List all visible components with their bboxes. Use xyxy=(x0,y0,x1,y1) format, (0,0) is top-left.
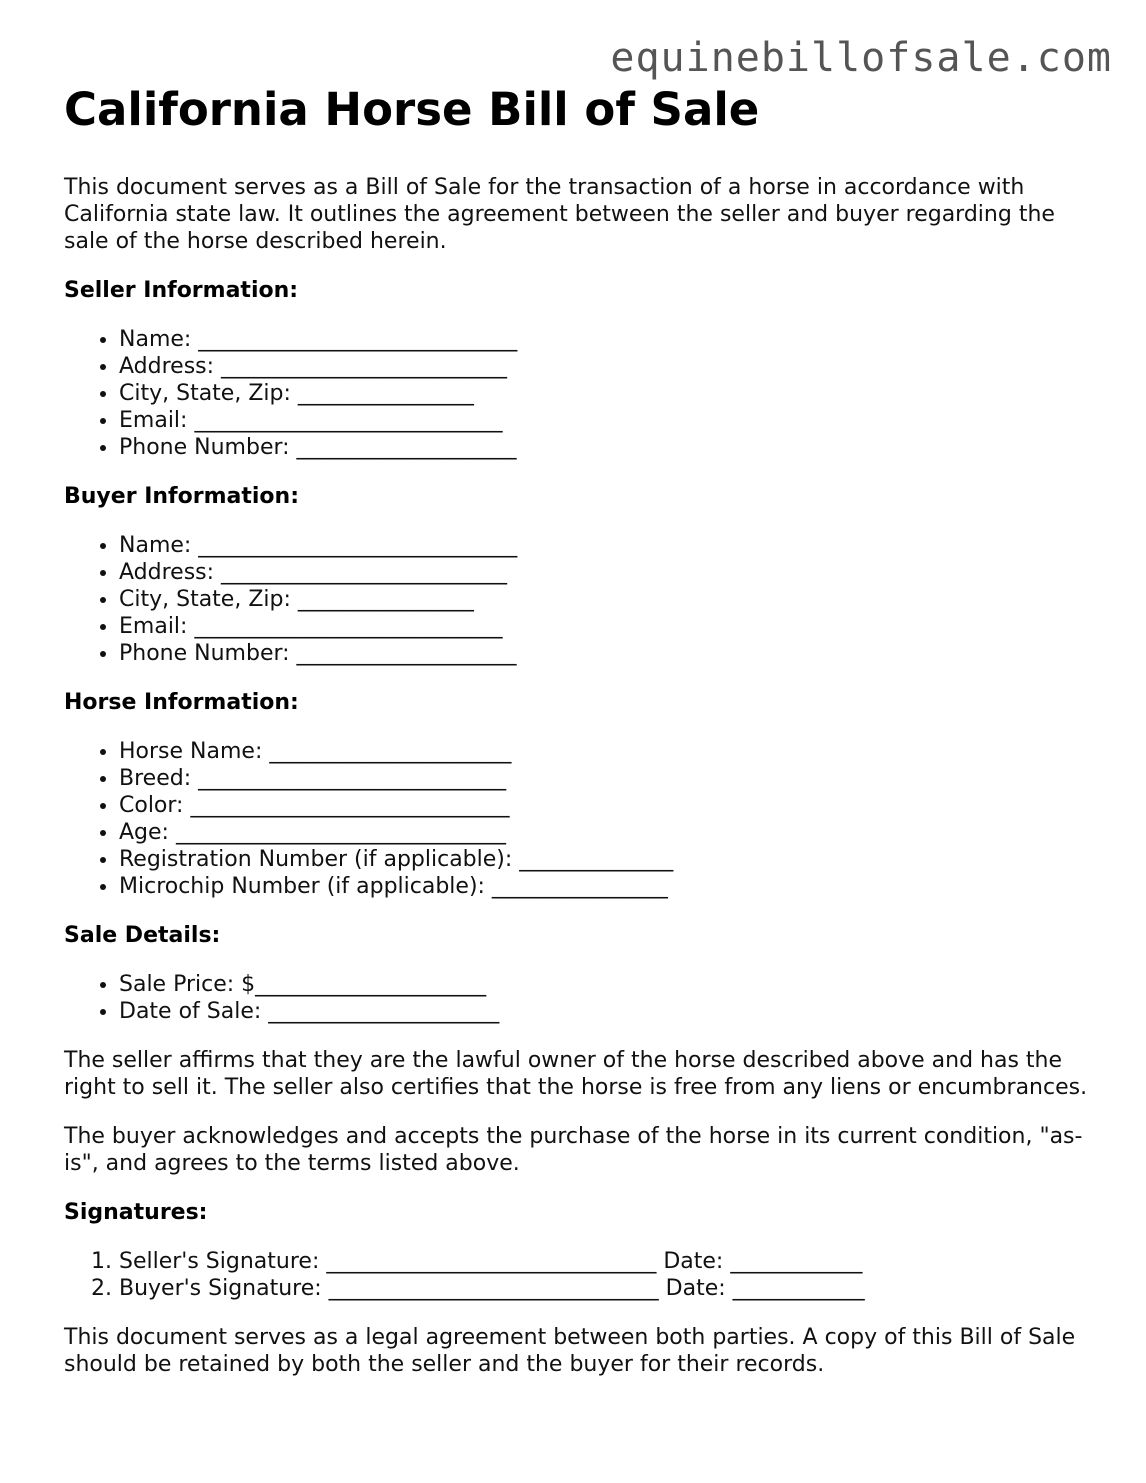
buyer-address-field: • Address: __________________________ xyxy=(119,559,1094,586)
signature-list xyxy=(64,1248,1094,1302)
seller-field-list xyxy=(64,326,1094,461)
seller-signature-line: 1. Seller's Signature: ______________________________ Date: ____________ xyxy=(119,1248,1094,1275)
buyer-phone-field: • Phone Number: ____________________ xyxy=(119,640,1094,667)
horse-microchip-field: • Microchip Number (if applicable): ________________ xyxy=(119,873,1094,900)
horse-heading: Horse Information: xyxy=(64,690,299,715)
buyer-heading: Buyer Information: xyxy=(64,484,299,509)
sale-date-field: • Date of Sale: _____________________ xyxy=(119,998,1094,1025)
buyer-name-field: • Name: _____________________________ xyxy=(119,532,1094,559)
buyer-signature-line: 2. Buyer's Signature: ______________________________ Date: ____________ xyxy=(119,1275,1094,1302)
horse-breed-field: • Breed: ____________________________ xyxy=(119,765,1094,792)
sale-price-field: • Sale Price: $_____________________ xyxy=(119,971,1094,998)
sale-heading: Sale Details: xyxy=(64,923,221,948)
horse-registration-field: • Registration Number (if applicable): ______________ xyxy=(119,846,1094,873)
buyer-field-list xyxy=(64,532,1094,667)
horse-name-field: • Horse Name: ______________________ xyxy=(119,738,1094,765)
signatures-heading: Signatures: xyxy=(64,1200,208,1225)
horse-age-field: • Age: ______________________________ xyxy=(119,819,1094,846)
seller-city-state-zip-field: • City, State, Zip: ________________ xyxy=(119,380,1094,407)
affirmation-paragraph: The seller affirms that they are the lawful owner of the horse described above and has the right to sell it. The seller also certifies that the horse is free from any liens or encumbrances. xyxy=(64,1048,1088,1100)
document-body xyxy=(64,84,1094,1400)
horse-color-field: • Color: _____________________________ xyxy=(119,792,1094,819)
sale-field-list xyxy=(64,971,1094,1025)
seller-address-field: • Address: __________________________ xyxy=(119,353,1094,380)
document-title: California Horse Bill of Sale xyxy=(64,83,760,136)
buyer-email-field: • Email: ____________________________ xyxy=(119,613,1094,640)
intro-paragraph: This document serves as a Bill of Sale for the transaction of a horse in accordance with California state law. It outlines the agreement between the seller and buyer regarding the sale of the horse described herein. xyxy=(64,175,1055,254)
closing-paragraph: This document serves as a legal agreement between both parties. A copy of this Bill of Sale should be retained by both the seller and the buyer for their records. xyxy=(64,1325,1076,1377)
seller-name-field: • Name: _____________________________ xyxy=(119,326,1094,353)
seller-email-field: • Email: ____________________________ xyxy=(119,407,1094,434)
seller-heading: Seller Information: xyxy=(64,278,299,303)
seller-phone-field: • Phone Number: ____________________ xyxy=(119,434,1094,461)
horse-field-list xyxy=(64,738,1094,900)
acknowledgment-paragraph: The buyer acknowledges and accepts the purchase of the horse in its current condition, "as-is", and agrees to the terms listed above. xyxy=(64,1124,1083,1176)
buyer-city-state-zip-field: • City, State, Zip: ________________ xyxy=(119,586,1094,613)
site-watermark: equinebillofsale.com xyxy=(610,35,1112,81)
